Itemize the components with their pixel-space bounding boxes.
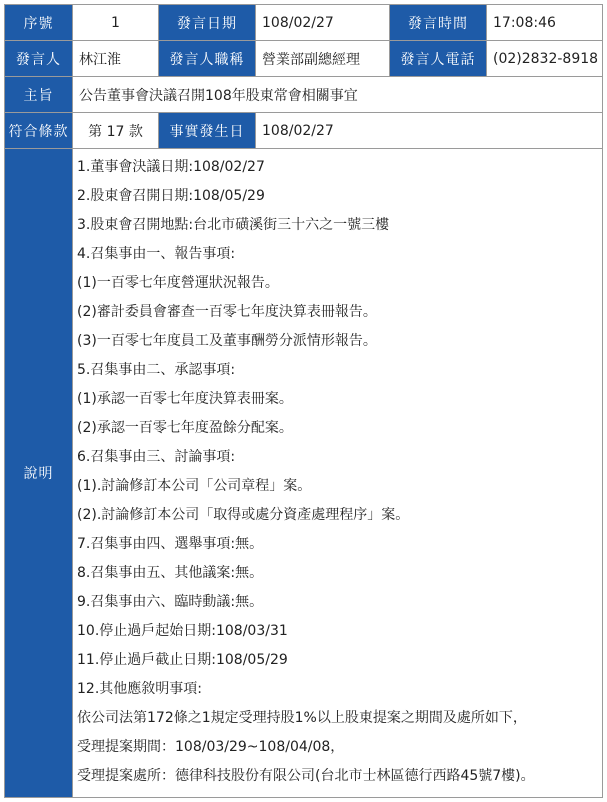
description-line: 8.召集事由五、其他議案:無。 <box>77 565 264 581</box>
time-value: 17:08:46 <box>487 5 603 41</box>
phone-label: 發言人電話 <box>390 41 487 77</box>
date-label: 發言日期 <box>159 5 256 41</box>
description-line: 7.召集事由四、選舉事項:無。 <box>77 536 264 552</box>
description-line: (1)一百零七年度營運狀況報告。 <box>77 275 279 291</box>
subject-value: 公告董事會決議召開108年股東常會相關事宜 <box>73 77 603 113</box>
description-line: (2)承認一百零七年度盈餘分配案。 <box>77 420 293 436</box>
date-value: 108/02/27 <box>256 5 390 41</box>
description-line: 3.股東會召開地點:台北市磺溪街三十六之一號三樓 <box>77 217 390 233</box>
description-line: 6.召集事由三、討論事項: <box>77 449 236 465</box>
title-label: 發言人職稱 <box>159 41 256 77</box>
row-speaker <box>5 41 603 77</box>
serial-label: 序號 <box>5 5 73 41</box>
clause-value: 第 17 款 <box>73 113 159 149</box>
speaker-value: 林江淮 <box>73 41 159 77</box>
clause-label: 符合條款 <box>5 113 73 149</box>
description-line: 1.董事會決議日期:108/02/27 <box>77 159 265 175</box>
description-line: 依公司法第172條之1規定受理持股1%以上股東提案之期間及處所如下， <box>77 710 527 726</box>
description-label: 說明 <box>5 149 73 798</box>
description-line: (1).討論修訂本公司「公司章程」案。 <box>77 478 312 494</box>
row-subject <box>5 77 603 113</box>
description-line: 受理提案期間：108/03/29~108/04/08， <box>77 739 345 755</box>
description-line: (3)一百零七年度員工及董事酬勞分派情形報告。 <box>77 333 377 349</box>
row-clause <box>5 113 603 149</box>
description-line: 受理提案處所：德律科技股份有限公司(台北市士林區德行西路45號7樓)。 <box>77 768 535 784</box>
event-date-value: 108/02/27 <box>256 113 603 149</box>
row-meta <box>5 5 603 41</box>
description-line: 12.其他應敘明事項: <box>77 681 202 697</box>
description-line: (2).討論修訂本公司「取得或處分資產處理程序」案。 <box>77 507 410 523</box>
subject-label: 主旨 <box>5 77 73 113</box>
serial-value: 1 <box>73 5 159 41</box>
description-list <box>77 153 598 791</box>
description-line: 2.股東會召開日期:108/05/29 <box>77 188 265 204</box>
speaker-label: 發言人 <box>5 41 73 77</box>
description-line: 11.停止過戶截止日期:108/05/29 <box>77 652 288 668</box>
time-label: 發言時間 <box>390 5 487 41</box>
row-description <box>5 149 603 798</box>
description-line: 4.召集事由一、報告事項: <box>77 246 236 262</box>
title-value: 營業部副總經理 <box>256 41 390 77</box>
phone-value: (02)2832-8918 <box>487 41 603 77</box>
announcement-table <box>4 4 603 798</box>
event-date-label: 事實發生日 <box>159 113 256 149</box>
description-line: 10.停止過戶起始日期:108/03/31 <box>77 623 288 639</box>
description-line: 5.召集事由二、承認事項: <box>77 362 236 378</box>
description-line: (2)審計委員會審查一百零七年度決算表冊報告。 <box>77 304 377 320</box>
description-body <box>73 149 603 798</box>
description-line: 9.召集事由六、臨時動議:無。 <box>77 594 264 610</box>
description-line: (1)承認一百零七年度決算表冊案。 <box>77 391 293 407</box>
